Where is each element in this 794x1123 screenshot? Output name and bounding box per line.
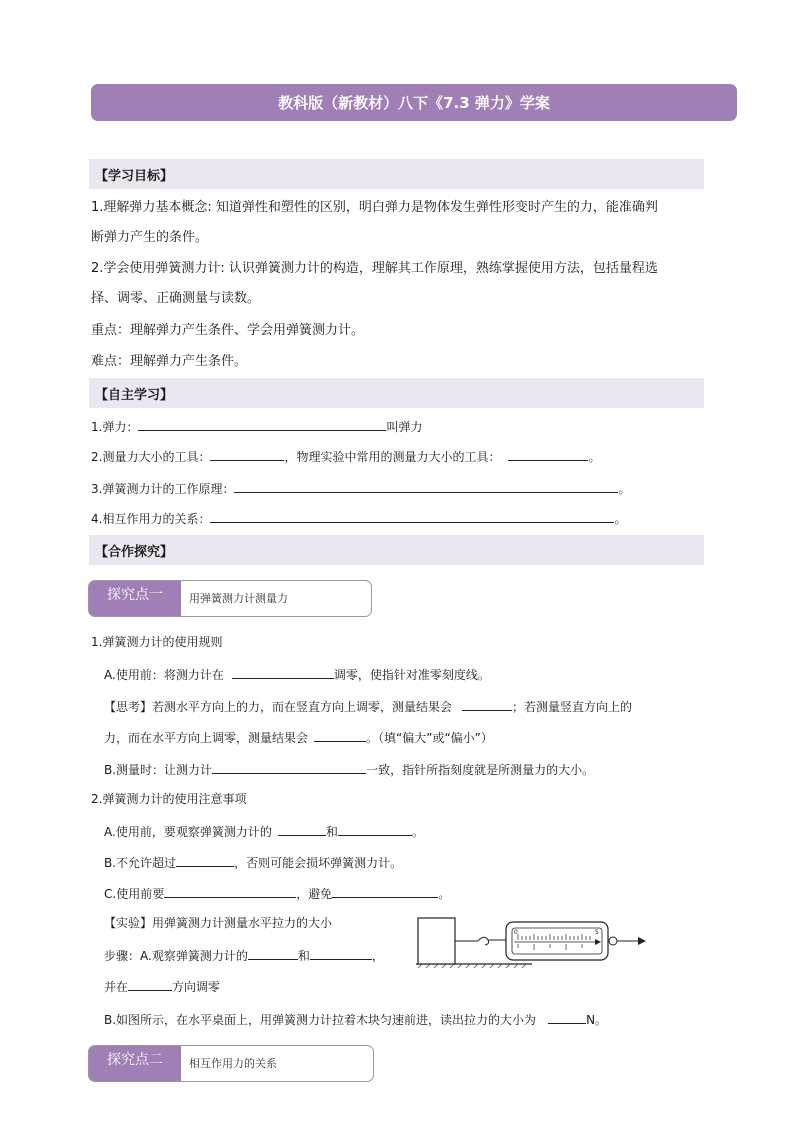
q3-end: 。 [618, 482, 631, 496]
rules-heading: 1.弹簧测力计的使用规则 [91, 635, 223, 649]
scale-label-zero: 0 [514, 929, 518, 936]
notes-a-blank-1[interactable] [278, 822, 326, 836]
page-title: 教科版（新教材）八下《7.3 弹力》学案 [91, 84, 737, 121]
point-2-tab: 探究点二 [89, 1046, 181, 1081]
think-line-1 [104, 697, 632, 715]
goal-2-line-2: 择、调零、正确测量与读数。 [91, 291, 261, 306]
notes-c-label: C.使用前要 [104, 887, 165, 901]
rules-a [104, 665, 490, 683]
pull-ring [609, 937, 617, 945]
q4-label: 4.相互作用力的关系： [91, 512, 211, 526]
notes-b [104, 853, 402, 871]
notes-a [104, 822, 424, 840]
goal-1-line-2: 断弹力产生的条件。 [91, 230, 209, 245]
q2-end: 。 [588, 450, 601, 464]
wooden-block [418, 918, 455, 964]
notes-a-blank-2[interactable] [338, 822, 412, 836]
rules-a-blank[interactable] [232, 665, 334, 679]
self-study-q4 [91, 509, 626, 527]
q2-blank-2[interactable] [508, 447, 588, 461]
q4-end: 。 [614, 512, 627, 526]
difficult-point: 难点：理解弹力产生条件。 [91, 354, 248, 369]
experiment-title: 【实验】用弹簧测力计测量水平拉力的大小 [104, 916, 333, 930]
section-header-coop: 【合作探究】 [89, 535, 704, 565]
step-b-text: B.如图所示，在水平桌面上，用弹簧测力计拉着木块匀速前进，读出拉力的大小为 [104, 1013, 537, 1027]
q1-suffix: 叫弹力 [386, 420, 423, 434]
think-text-3: 力，而在水平方向上调零，测量结果会 [104, 731, 309, 745]
self-study-q1 [91, 417, 422, 435]
q2-label: 2.测量力大小的工具： [91, 450, 211, 464]
self-study-q3 [91, 479, 630, 497]
q3-label: 3.弹簧测力计的工作原理： [91, 482, 235, 496]
experiment-zero [104, 977, 220, 995]
goal-1-line-1: 1.理解弹力基本概念: 知道弹性和塑性的区别，明白弹力是物体发生弹性形变时产生的力，能准确判 [91, 200, 658, 215]
notes-b-label: B.不允许超过 [104, 856, 177, 870]
rules-a-label: A.使用前：将测力计在 [104, 668, 224, 682]
q4-blank[interactable] [210, 509, 614, 523]
step-a-label: 步骤：A.观察弹簧测力计的 [104, 949, 248, 963]
think-blank-2[interactable] [314, 728, 366, 742]
notes-b-suffix: ，否则可能会损坏弹簧测力计。 [234, 856, 403, 870]
rules-b-label: B.测量时：让测力计 [104, 763, 213, 777]
notes-c-blank-1[interactable] [164, 884, 296, 898]
q2-blank-1[interactable] [210, 447, 284, 461]
point-1-tab: 探究点一 [89, 581, 181, 616]
think-text-2: ；若测量竖直方向上的 [512, 700, 633, 714]
notes-b-blank[interactable] [176, 853, 234, 867]
experiment-step-b [104, 1010, 607, 1028]
notes-heading: 2.弹簧测力计的使用注意事项 [91, 792, 247, 806]
notes-a-and: 和 [325, 825, 338, 839]
section-header-goals: 【学习目标】 [89, 159, 704, 189]
rules-b [104, 760, 594, 778]
hook [478, 937, 489, 945]
q2-middle: ，物理实验中常用的测量力大小的工具： [284, 450, 501, 464]
think-blank-1[interactable] [462, 697, 512, 711]
self-study-q2 [91, 447, 600, 465]
q3-blank[interactable] [234, 479, 618, 493]
exploration-point-2 [88, 1045, 374, 1082]
point-2-label: 相互作用力的关系 [189, 1057, 277, 1070]
notes-a-end: 。 [411, 825, 424, 839]
notes-c [104, 884, 450, 902]
notes-c-middle: ，避免 [296, 887, 333, 901]
step-a-and: 和 [297, 949, 310, 963]
zero-suffix: 方向调零 [172, 980, 221, 994]
think-text-4: 。（填“偏大”或“偏小”） [366, 731, 493, 745]
rules-a-suffix: 调零，使指针对准零刻度线。 [333, 668, 490, 682]
rules-b-blank[interactable] [212, 760, 366, 774]
pull-arrow-head [638, 937, 646, 945]
experiment-step-a [104, 946, 384, 964]
step-a-blank-2[interactable] [310, 946, 372, 960]
step-a-end: ， [371, 949, 384, 963]
zero-blank[interactable] [128, 977, 172, 991]
key-point: 重点：理解弹力产生条件、学会用弹簧测力计。 [91, 323, 365, 338]
spring-scale-diagram [412, 912, 648, 970]
step-a-blank-1[interactable] [248, 946, 298, 960]
q1-label: 1.弹力： [91, 420, 139, 434]
goal-2-line-1: 2.学会使用弹簧测力计: 认识弹簧测力计的构造，理解其工作原理，熟练掌握使用方法，包括量程选 [91, 261, 658, 276]
step-b-blank[interactable] [548, 1010, 586, 1024]
rules-b-suffix: 一致，指针所指刻度就是所测量力的大小。 [366, 763, 595, 777]
notes-c-blank-2[interactable] [332, 884, 438, 898]
exploration-point-1 [88, 580, 372, 617]
point-1-label: 用弹簧测力计测量力 [189, 592, 288, 605]
zero-label: 并在 [104, 980, 129, 994]
q1-blank[interactable] [138, 417, 386, 431]
section-header-self-study: 【自主学习】 [89, 378, 704, 408]
scale-label-five: 5 [595, 929, 599, 936]
notes-c-end: 。 [438, 887, 451, 901]
step-b-unit: N。 [586, 1013, 608, 1027]
think-line-2 [104, 728, 493, 746]
notes-a-label: A.使用前，要观察弹簧测力计的 [104, 825, 272, 839]
think-text-1: 【思考】若测水平方向上的力，而在竖直方向上调零，测量结果会 [104, 700, 453, 714]
